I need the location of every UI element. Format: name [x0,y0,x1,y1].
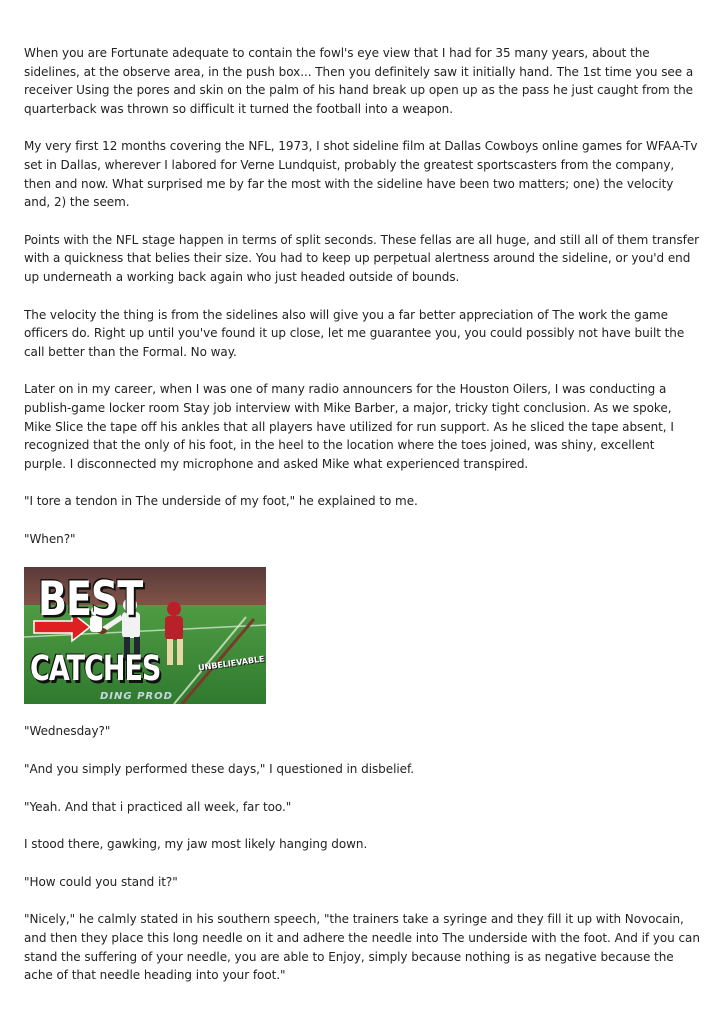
article-body [24,44,700,1004]
thumbnail-title-catches: CATCHES [30,649,161,690]
video-thumbnail[interactable] [24,567,266,704]
paragraph-7: "When?" [24,531,76,546]
paragraph-10: "Yeah. And that i practiced all week, far too." [24,799,292,814]
paragraph-8: "Wednesday?" [24,724,111,739]
thumbnail-tag: UNBELIEVABLE [197,654,266,674]
paragraph-9: "And you simply performed these days," I questioned in disbelief. [24,762,415,777]
paragraph-1: When you are Fortunate adequate to contain the fowl's eye view that I had for 35 many years, about the sidelines, at the observe area, in the push box... Then you definitely saw it initially hand. The 1st time you see a receiver Using the pores and skin on the palm of his hand break up open up as the pass he just caught from the quarterback was thrown so difficult it turned the football into a weapon. [24,46,694,116]
paragraph-5: Later on in my career, when I was one of many radio announcers for the Houston Oilers, I was conducting a publish-game locker room Stay job interview with Mike Barber, a major, tricky tight conclusion. As we spoke, Mike Slice the tape off his ankles that all players have utilized for run support. As he sliced the tape absent, I recognized that the only of his foot, in the heel to the location where the toes joined, was shiny, excellent purple. I disconnected my microphone and asked Mike what experienced transpired. [24,382,674,471]
thumbnail-watermark: DING PROD [100,691,173,703]
paragraph-6: "I tore a tendon in The underside of my foot," he explained to me. [24,494,418,509]
paragraph-2: My very first 12 months covering the NFL, 1973, I shot sideline film at Dallas Cowboys online games for WFAA-Tv set in Dallas, wherever I labored for Verne Lundquist, probably the greatest sportscasters from the company, then and now. What surprised me by far the most with the sideline have been two matters; one) the velocity and, 2) the seem. [24,139,698,210]
thumbnail-title-best: BEST [38,571,143,627]
paragraph-11: I stood there, gawking, my jaw most likely hanging down. [24,837,368,852]
paragraph-3: Points with the NFL stage happen in terms of split seconds. These fellas are all huge, and still all of them transfer with a quickness that belies their size. You had to keep up perpetual alertness around the sideline, or you'd end up underneath a working back again who just headed outside of bounds. [24,232,700,284]
paragraph-4: The velocity the thing is from the sidelines also will give you a far better appreciation of The work the game officers do. Right up until you've found it up close, let me guarantee you, you could possibly not have built the call better than the Formal. No way. [24,307,685,359]
paragraph-13: "Nicely," he calmly stated in his southern speech, "the trainers take a syringe and they fill it up with Novocain, and then they place this long needle on it and adhere the needle into The underside with the foot. And if you can stand the suffering of your needle, you are able to Enjoy, simply because nothing is as negative because the ache of that needle heading into your foot." [24,912,700,983]
paragraph-12: "How could you stand it?" [24,874,178,889]
